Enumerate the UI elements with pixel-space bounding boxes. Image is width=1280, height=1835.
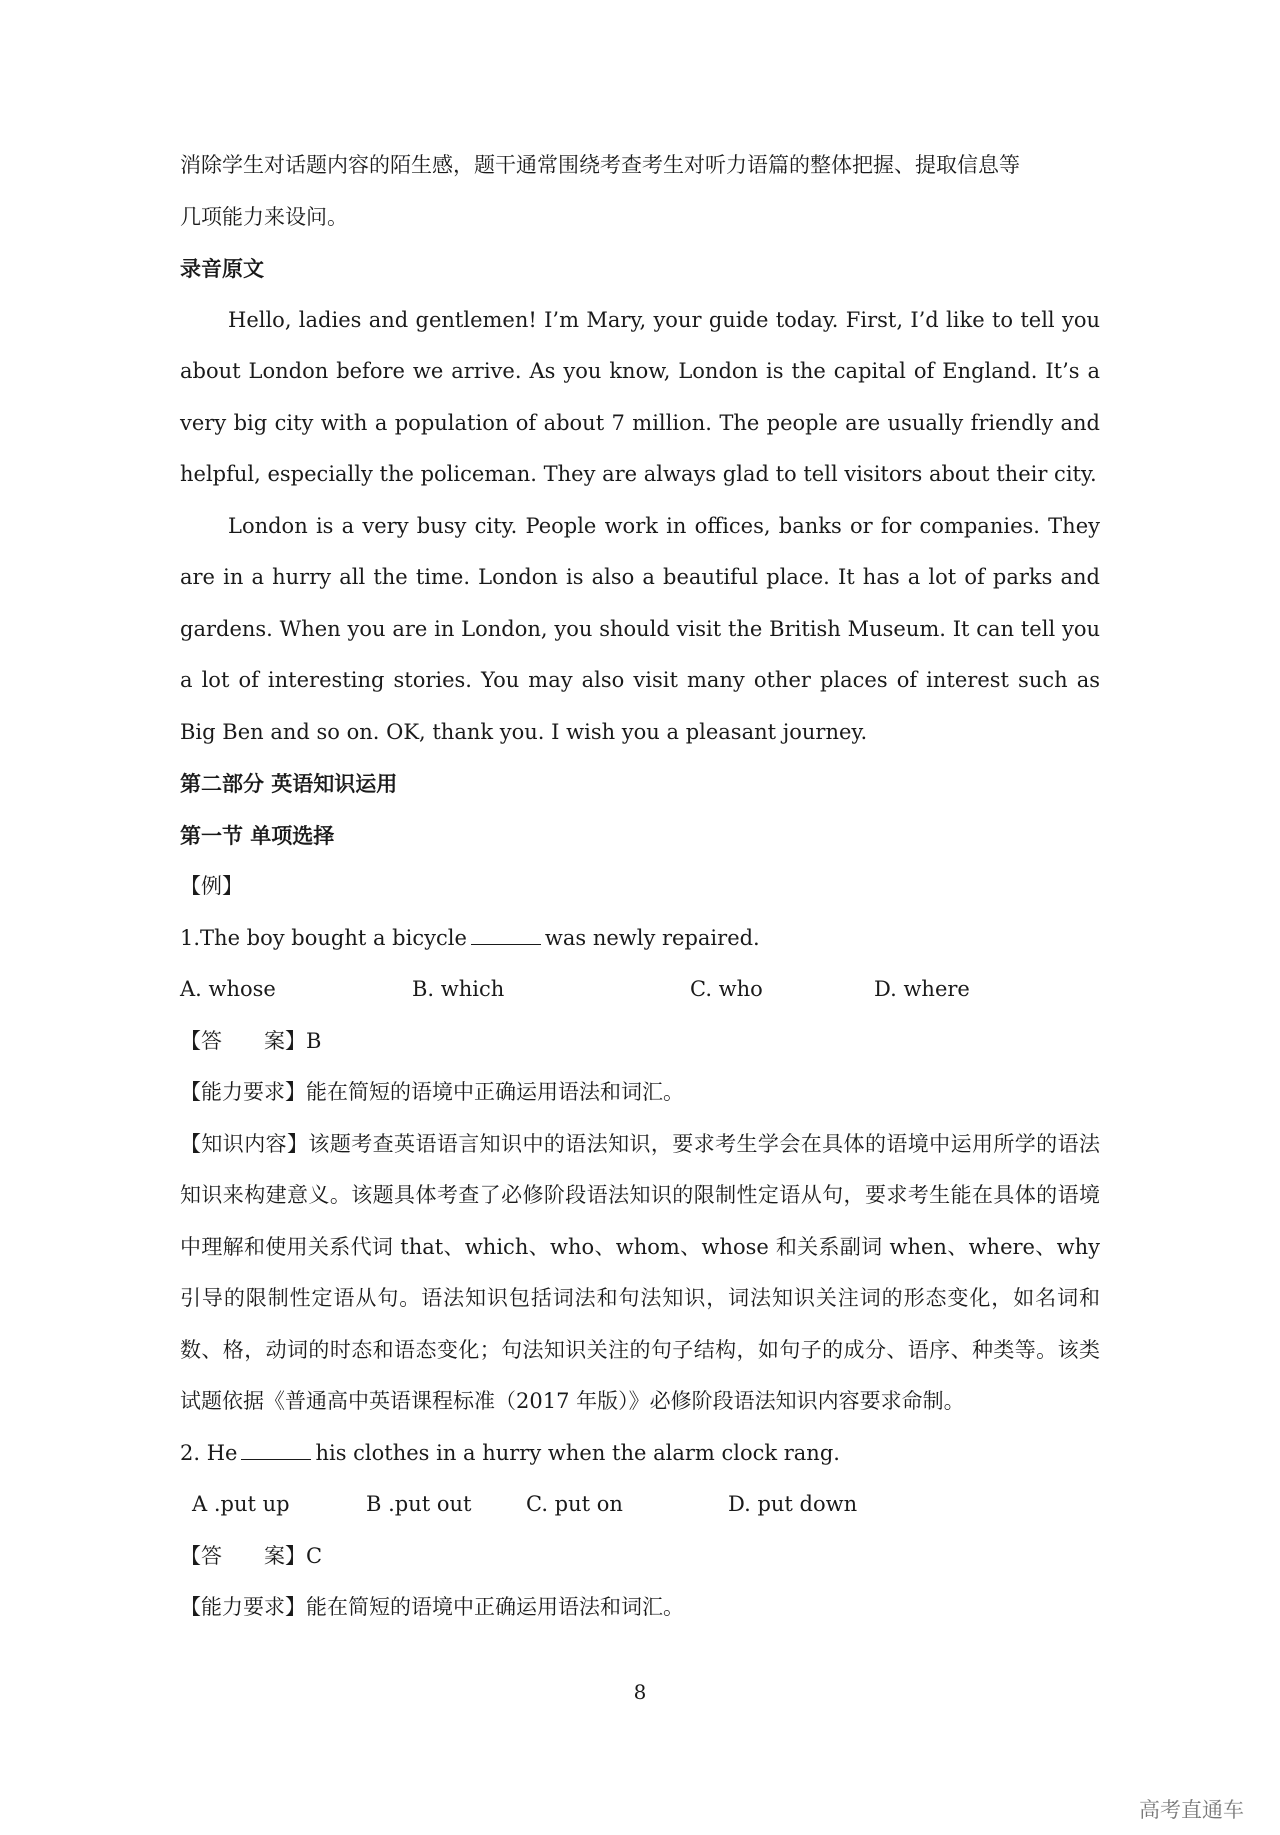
page-number: 8 [633,1680,647,1704]
transcript-heading: 录音原文 [180,256,264,281]
question-2-answer: 【答 案】C [180,1543,323,1568]
question-2-option-b: B .put out [366,1492,472,1516]
example-label: 【例】 [180,874,243,898]
intro-line-2: 几项能力来设问。 [180,204,348,229]
question-1-option-b: B. which [412,977,505,1001]
question-1-stem-after: was newly repaired. [544,925,760,950]
question-1-knowledge: 【知识内容】该题考查英语语言知识中的语法知识，要求考生学会在具体的语境中运用所学的语法知识来构建意义。该题具体考查了必修阶段语法知识的限制性定语从句，要求考生能在具体的语境中理解和使用关系代词 that、which、who、whom、whose 和关系副词 when、where、why 引导的限制性定语从句。语法知识包括词法和句法知识，词法知识关注词的形态变化，如名词和数、格，动词的时态和语态变化；句法知识关注的句子结构，如句子的成分、语序、种类等。该类试题依据《普通高中英语课程标准（2017 年版）》必修阶段语法知识内容要求命制。 [180,1131,1100,1413]
question-2-option-a: A .put up [192,1492,290,1516]
transcript-paragraph-1: Hello, ladies and gentlemen! I’m Mary, your guide today. First, I’d like to tell you about London before we arrive. As you know, London is the capital of England. It’s a very big city with a population of about 7 million. The people are usually friendly and helpful, especially the policeman. They are always glad to tell visitors about their city. [180,307,1100,486]
question-2-stem-before: 2. He [180,1440,238,1465]
question-1-answer: 【答 案】B [180,1028,322,1053]
question-2-blank [241,1458,311,1460]
section-heading: 第一节 单项选择 [180,822,335,848]
intro-line-1: 消除学生对话题内容的陌生感，题干通常围绕考查考生对听力语篇的整体把握、提取信息等 [180,153,1020,177]
transcript-paragraph-2: London is a very busy city. People work in offices, banks or for companies. They are in a hurry all the time. London is also a beautiful place. It has a lot of parks and gardens. When you are in London, you should visit the British Museum. It can tell you a lot of interesting stories. You may also visit many other places of interest such as Big Ben and so on. OK, thank you. I wish you a pleasant journey. [180,513,1100,744]
watermark: 高考直通车 [1139,1798,1244,1822]
question-2-option-c: C. put on [526,1492,623,1516]
question-2-ability: 【能力要求】能在简短的语境中正确运用语法和词汇。 [180,1595,684,1619]
question-1-stem [180,913,1100,965]
question-1-option-c: C. who [690,977,763,1001]
part2-heading: 第二部分 英语知识运用 [180,771,398,796]
question-1-options [180,964,1100,1016]
question-1-ability: 【能力要求】能在简短的语境中正确运用语法和词汇。 [180,1080,684,1104]
question-1-option-d: D. where [874,977,970,1001]
question-2-stem-after: his clothes in a hurry when the alarm clock rang. [315,1440,840,1465]
question-1-stem-before: 1.The boy bought a bicycle [180,925,467,950]
question-1-option-a: A. whose [180,977,276,1001]
question-2-stem [180,1428,1100,1480]
question-2-options [180,1479,1100,1531]
document-page [180,140,1100,1634]
question-1-blank [471,943,541,945]
question-2-option-d: D. put down [728,1492,858,1516]
